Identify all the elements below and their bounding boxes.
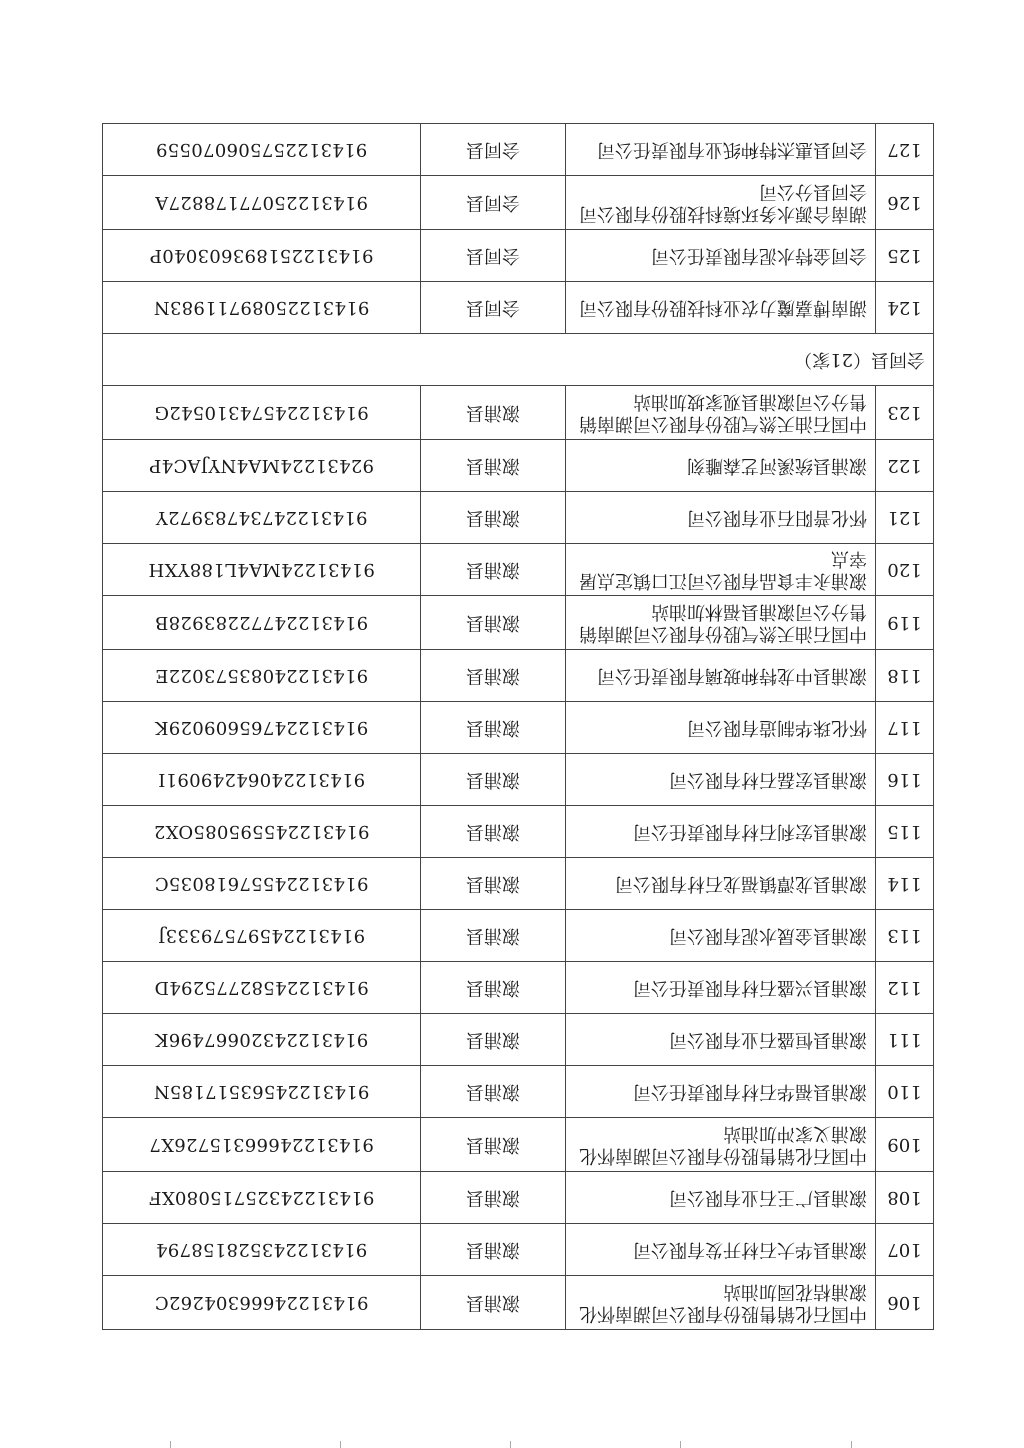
table-row xyxy=(103,544,934,596)
table-row xyxy=(103,124,934,176)
table-row xyxy=(103,492,934,544)
credit-code: 914312257506070559 xyxy=(103,124,421,176)
row-number: 114 xyxy=(876,858,934,910)
credit-code: 91431224325715080XF xyxy=(103,1172,421,1224)
company-name: 溆浦县统溪河艺森雕刻 xyxy=(566,440,876,492)
company-name: 溆浦县龙潭镇福龙石材有限公司 xyxy=(566,858,876,910)
table-row xyxy=(103,1224,934,1276)
credit-code: 91431224772283928B xyxy=(103,596,421,650)
scan-edge-mark xyxy=(851,1441,852,1448)
scan-edge-mark xyxy=(510,1441,511,1448)
row-number: 108 xyxy=(876,1172,934,1224)
credit-code: 91431224563517185N xyxy=(103,1066,421,1118)
company-name: 湖南合源水务环境科技股份有限公司会同县分公司 xyxy=(566,176,876,230)
credit-code: 91431224734783972Y xyxy=(103,492,421,544)
credit-code: 91431224064249091I xyxy=(103,754,421,806)
table-row xyxy=(103,1014,934,1066)
table-row xyxy=(103,282,934,334)
scan-edge-mark xyxy=(680,1441,681,1448)
row-number: 121 xyxy=(876,492,934,544)
county-name: 溆浦县 xyxy=(421,596,566,650)
row-number: 115 xyxy=(876,806,934,858)
credit-code: 91431224320667496K xyxy=(103,1014,421,1066)
county-group-row xyxy=(103,334,934,386)
row-number: 122 xyxy=(876,440,934,492)
company-name: 怀化普阳石业有限公司 xyxy=(566,492,876,544)
company-name: 溆浦县宏利石材有限责任公司 xyxy=(566,806,876,858)
county-name: 溆浦县 xyxy=(421,806,566,858)
row-number: 112 xyxy=(876,962,934,1014)
credit-code: 91431224574310542G xyxy=(103,386,421,440)
row-number: 109 xyxy=(876,1118,934,1172)
credit-code: 91431224582775294D xyxy=(103,962,421,1014)
company-name: 湖南博嘉魔力农业科技股份有限公司 xyxy=(566,282,876,334)
county-name: 溆浦县 xyxy=(421,910,566,962)
table-row xyxy=(103,176,934,230)
table-row xyxy=(103,910,934,962)
row-number: 123 xyxy=(876,386,934,440)
credit-code: 91431224MA4L188YXH xyxy=(103,544,421,596)
credit-code: 91431225077178827A xyxy=(103,176,421,230)
county-name: 溆浦县 xyxy=(421,754,566,806)
county-group-label: 会同县（21家） xyxy=(103,334,934,386)
table-row xyxy=(103,1118,934,1172)
company-name: 中国石油天然气股份有限公司湖南销售分公司溆浦县观家坡加油站 xyxy=(566,386,876,440)
scan-edge-mark xyxy=(340,1441,341,1448)
credit-code: 91431224666315726X7 xyxy=(103,1118,421,1172)
county-name: 溆浦县 xyxy=(421,858,566,910)
company-name: 溆浦永丰食品有限公司江口镇定点屠宰点 xyxy=(566,544,876,596)
table-row xyxy=(103,650,934,702)
table-row xyxy=(103,1172,934,1224)
county-name: 会同县 xyxy=(421,176,566,230)
credit-code: 92431224MA4NYJAC4P xyxy=(103,440,421,492)
table-row xyxy=(103,702,934,754)
company-name: 中国石化销售股份有限公司湖南怀化溆浦桔花园加油站 xyxy=(566,1276,876,1330)
row-number: 126 xyxy=(876,176,934,230)
county-name: 溆浦县 xyxy=(421,1014,566,1066)
row-number: 113 xyxy=(876,910,934,962)
company-name: 中国石化销售股份有限公司湖南怀化溆浦义家冲加油站 xyxy=(566,1118,876,1172)
table-row xyxy=(103,754,934,806)
credit-code: 91431224765609029K xyxy=(103,702,421,754)
county-name: 溆浦县 xyxy=(421,544,566,596)
county-name: 会同县 xyxy=(421,230,566,282)
credit-code: 91431224597579333J xyxy=(103,910,421,962)
company-name: 溆浦县福华石材有限责任公司 xyxy=(566,1066,876,1118)
county-name: 溆浦县 xyxy=(421,650,566,702)
row-number: 127 xyxy=(876,124,934,176)
company-name: 溆浦县恒盛石业有限公司 xyxy=(566,1014,876,1066)
row-number: 111 xyxy=(876,1014,934,1066)
company-name: 中国石油天然气股份有限公司湖南销售分公司溆浦县福林加油站 xyxy=(566,596,876,650)
company-name: 怀化珠华制造有限公司 xyxy=(566,702,876,754)
company-name: 溆浦县华大石材开发有限公司 xyxy=(566,1224,876,1276)
table-body xyxy=(103,124,934,1330)
row-number: 117 xyxy=(876,702,934,754)
county-name: 溆浦县 xyxy=(421,1118,566,1172)
row-number: 116 xyxy=(876,754,934,806)
county-name: 溆浦县 xyxy=(421,492,566,544)
county-name: 会同县 xyxy=(421,124,566,176)
credit-code: 914312245595085OX2 xyxy=(103,806,421,858)
row-number: 118 xyxy=(876,650,934,702)
county-name: 溆浦县 xyxy=(421,962,566,1014)
row-number: 110 xyxy=(876,1066,934,1118)
row-number: 106 xyxy=(876,1276,934,1330)
county-name: 溆浦县 xyxy=(421,440,566,492)
table-row xyxy=(103,1276,934,1330)
table-row xyxy=(103,230,934,282)
county-name: 溆浦县 xyxy=(421,1224,566,1276)
county-name: 溆浦县 xyxy=(421,1276,566,1330)
scan-edge-mark xyxy=(170,1441,171,1448)
table-row xyxy=(103,858,934,910)
row-number: 119 xyxy=(876,596,934,650)
row-number: 107 xyxy=(876,1224,934,1276)
row-number: 120 xyxy=(876,544,934,596)
table-row xyxy=(103,386,934,440)
company-name: 溆浦县金晟水泥有限公司 xyxy=(566,910,876,962)
credit-code: 91431224557618035C xyxy=(103,858,421,910)
table-row xyxy=(103,596,934,650)
county-name: 溆浦县 xyxy=(421,386,566,440)
county-name: 溆浦县 xyxy=(421,1066,566,1118)
credit-code: 914312243528158794 xyxy=(103,1224,421,1276)
county-name: 会同县 xyxy=(421,282,566,334)
county-name: 溆浦县 xyxy=(421,1172,566,1224)
row-number: 125 xyxy=(876,230,934,282)
row-number: 124 xyxy=(876,282,934,334)
credit-code: 91431224083573022E xyxy=(103,650,421,702)
company-name: 溆浦县宏磊石材有限公司 xyxy=(566,754,876,806)
company-name: 溆浦县兴盛石材有限责任公司 xyxy=(566,962,876,1014)
company-name: 会同金特水泥有限责任公司 xyxy=(566,230,876,282)
table-row xyxy=(103,806,934,858)
company-name: 溆浦县广王石业有限公司 xyxy=(566,1172,876,1224)
county-name: 溆浦县 xyxy=(421,702,566,754)
company-name: 溆浦县中龙特种玻璃有限责任公司 xyxy=(566,650,876,702)
table-row xyxy=(103,440,934,492)
credit-code: 91431224666304262C xyxy=(103,1276,421,1330)
table-row xyxy=(103,962,934,1014)
credit-code: 914312251893603040P xyxy=(103,230,421,282)
table-row xyxy=(103,1066,934,1118)
enterprise-registry-table xyxy=(102,123,934,1330)
credit-code: 91431225089711983N xyxy=(103,282,421,334)
company-name: 会同县惠杰特种纸业有限责任公司 xyxy=(566,124,876,176)
